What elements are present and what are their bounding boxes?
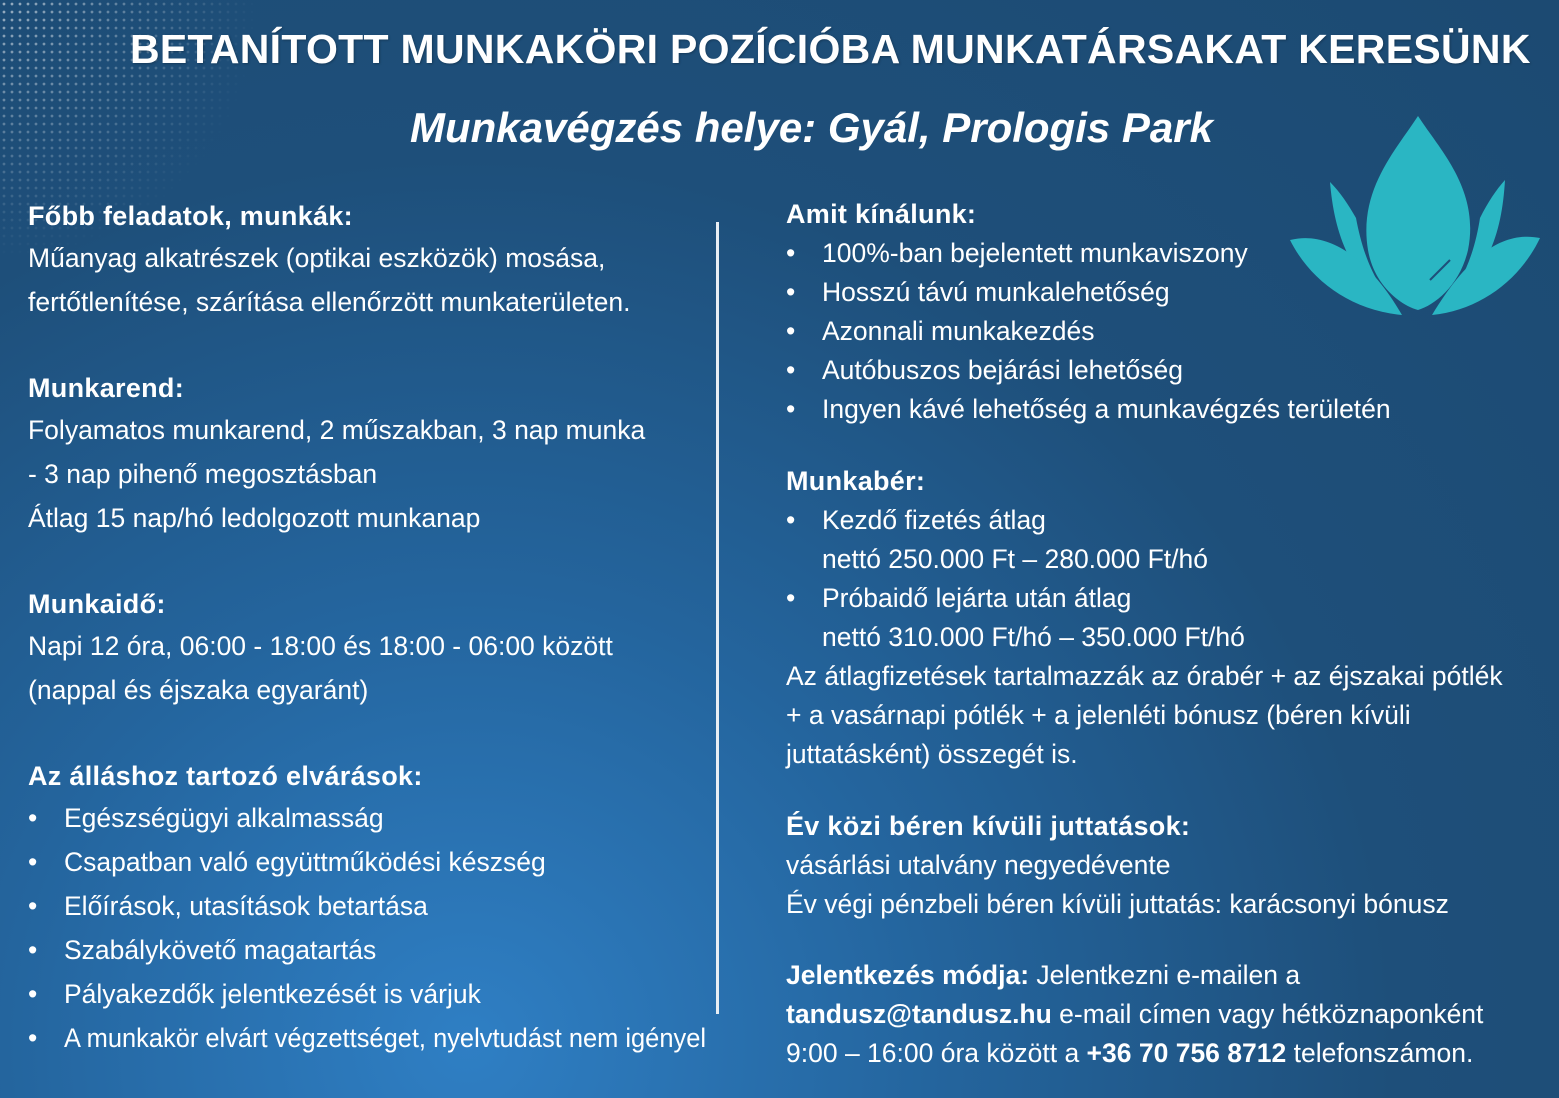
bullet-icon: • xyxy=(28,979,38,1009)
list-item: • Szabálykövető magatartás xyxy=(28,928,718,972)
list-item: • Hosszú távú munkalehetőség xyxy=(786,273,1546,312)
schedule-heading: Munkarend: xyxy=(28,373,185,403)
bullet-icon: • xyxy=(786,238,796,268)
salary-list xyxy=(786,501,1546,657)
list-item: • A munkakör elvárt végzettséget, nyelvtudást nem igényel xyxy=(28,1016,718,1060)
hours-heading: Munkaidő: xyxy=(28,589,166,619)
list-item: • Autóbuszos bejárási lehetőség xyxy=(786,351,1546,390)
bullet-icon: • xyxy=(786,277,796,307)
salary-detail: nettó 310.000 Ft/hó – 350.000 Ft/hó xyxy=(822,622,1245,652)
salary-note-line: + a vasárnapi pótlék + a jelenléti bónusz (béren kívüli xyxy=(786,700,1411,730)
right-column xyxy=(786,194,1546,1073)
salary-heading: Munkabér: xyxy=(786,466,926,496)
list-item: • Pályakezdők jelentkezését is várjuk xyxy=(28,972,718,1016)
list-item: • Csapatban való együttműködési készség xyxy=(28,840,718,884)
list-item: • Kezdő fizetés átlag xyxy=(786,501,1546,540)
list-item: • Előírások, utasítások betartása xyxy=(28,884,718,928)
salary-note-line: Az átlagfizetések tartalmazzák az órabér + az éjszakai pótlék xyxy=(786,661,1503,691)
list-item: • Ingyen kávé lehetőség a munkavégzés területén xyxy=(786,390,1546,429)
bullet-icon: • xyxy=(28,1023,38,1053)
apply-line: 9:00 – 16:00 óra között a +36 70 756 8712 telefonszámon. xyxy=(786,1038,1474,1068)
salary-detail: nettó 250.000 Ft – 280.000 Ft/hó xyxy=(822,544,1209,574)
work-location-subtitle: Munkavégzés helye: Gyál, Prologis Park xyxy=(410,104,1213,151)
list-item: • Próbaidő lejárta után átlag xyxy=(786,579,1546,618)
list-item: • Egészségügyi alkalmasság xyxy=(28,796,718,840)
hours-line: Napi 12 óra, 06:00 - 18:00 és 18:00 - 06:00 között xyxy=(28,631,613,661)
offer-list xyxy=(786,234,1546,429)
bullet-icon: • xyxy=(786,316,796,346)
bullet-icon: • xyxy=(786,505,796,535)
apply-line: Jelentkezés módja: Jelentkezni e-mailen a xyxy=(786,960,1301,990)
schedule-line: - 3 nap pihenő megosztásban xyxy=(28,459,378,489)
bullet-icon: • xyxy=(28,847,38,877)
benefits-heading: Év közi béren kívüli juttatások: xyxy=(786,811,1191,841)
benefits-line: Év végi pénzbeli béren kívüli juttatás: karácsonyi bónusz xyxy=(786,889,1449,919)
left-column xyxy=(28,196,718,1060)
email-link[interactable]: tandusz@tandusz.hu xyxy=(786,999,1052,1029)
bullet-icon: • xyxy=(28,803,38,833)
bullet-icon: • xyxy=(786,394,796,424)
schedule-line: Átlag 15 nap/hó ledolgozott munkanap xyxy=(28,503,481,533)
requirements-list xyxy=(28,796,718,1060)
tasks-heading: Főbb feladatok, munkák: xyxy=(28,201,353,231)
tasks-line: fertőtlenítése, szárítása ellenőrzött munkaterületen. xyxy=(28,287,631,317)
bullet-icon: • xyxy=(786,583,796,613)
requirements-heading: Az álláshoz tartozó elvárások: xyxy=(28,761,423,791)
list-item: • 100%-ban bejelentett munkaviszony xyxy=(786,234,1546,273)
benefits-line: vásárlási utalvány negyedévente xyxy=(786,850,1171,880)
tasks-line: Műanyag alkatrészek (optikai eszközök) mosása, xyxy=(28,243,606,273)
hours-line: (nappal és éjszaka egyaránt) xyxy=(28,675,369,705)
offer-heading: Amit kínálunk: xyxy=(786,199,977,229)
schedule-line: Folyamatos munkarend, 2 műszakban, 3 nap munka xyxy=(28,415,646,445)
salary-note-line: juttatásként) összegét is. xyxy=(786,739,1078,769)
phone-number[interactable]: +36 70 756 8712 xyxy=(1086,1038,1287,1068)
bullet-icon: • xyxy=(786,355,796,385)
page-title: BETANÍTOTT MUNKAKÖRI POZÍCIÓBA MUNKATÁRSAKAT KERESÜNK xyxy=(130,26,1531,72)
apply-label: Jelentkezés módja: xyxy=(786,960,1030,990)
list-item: • Azonnali munkakezdés xyxy=(786,312,1546,351)
apply-line: tandusz@tandusz.hu e-mail címen vagy hétköznaponként xyxy=(786,999,1484,1029)
bullet-icon: • xyxy=(28,935,38,965)
bullet-icon: • xyxy=(28,891,38,921)
